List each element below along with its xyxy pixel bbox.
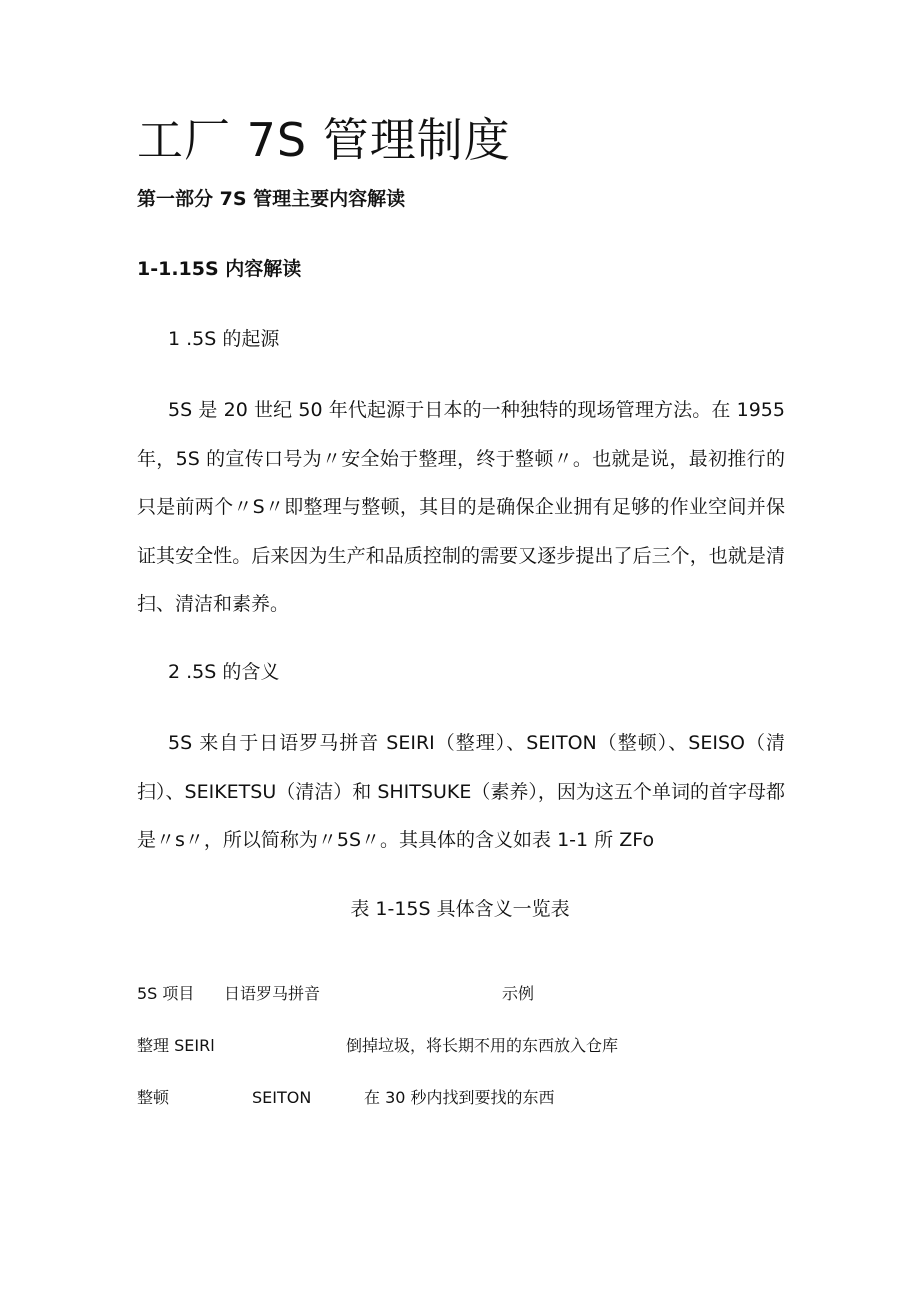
table-cell-item: 整顿 xyxy=(137,1088,170,1107)
table-cell-example: 倒掉垃圾，将长期不用的东西放入仓库 xyxy=(346,1036,619,1055)
table-header-example: 示例 xyxy=(502,984,535,1003)
document-title: 工厂 7S 管理制度 xyxy=(137,113,511,167)
table-header-item: 5S 项目 xyxy=(137,984,195,1003)
table-cell-example: 在 30 秒内找到要找的东西 xyxy=(364,1088,555,1107)
table-header-romaji: 日语罗马拼音 xyxy=(224,984,321,1003)
section-heading: 1-1.15S 内容解读 xyxy=(137,258,302,280)
part-heading: 第一部分 7S 管理主要内容解读 xyxy=(137,188,406,210)
table-caption: 表 1-15S 具体含义一览表 xyxy=(350,898,570,920)
table-cell-romaji: SEITON xyxy=(252,1088,312,1107)
table-cell-item: 整理 SEIRl xyxy=(137,1036,215,1055)
meaning-paragraph: 5S 来自于日语罗马拼音 SEIRI（整理）、SEITON（整顿）、SEISO（清扫）、SEIKETSU（清洁）和 SHITSUKE（素养），因为这五个单词的首字母都是〃s〃，所以简称为〃5S〃。其具体的含义如表 1-1 所 ZFo xyxy=(137,732,785,851)
subsection-origin-heading: 1 .5S 的起源 xyxy=(168,328,280,350)
subsection-meaning-heading: 2 .5S 的含义 xyxy=(168,661,280,683)
origin-paragraph: 5S 是 20 世纪 50 年代起源于日本的一种独特的现场管理方法。在 1955 年，5S 的宣传口号为〃安全始于整理，终于整顿〃。也就是说，最初推行的只是前两个〃S〃即整理与整顿，其目的是确保企业拥有足够的作业空间并保证其安全性。后来因为生产和品质控制的需要又逐步提出了后三个，也就是清扫、清洁和素养。 xyxy=(137,399,785,615)
